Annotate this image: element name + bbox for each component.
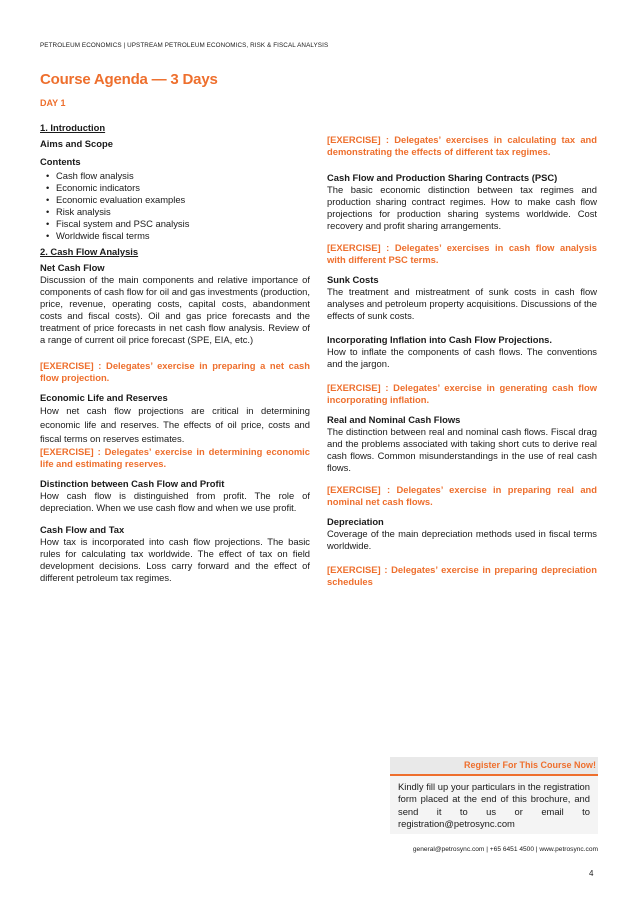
list-item: • Fiscal system and PSC analysis — [56, 218, 310, 230]
register-label[interactable]: Register For This Course Now! — [463, 760, 596, 770]
section-introduction-title: 1. Introduction — [40, 122, 106, 133]
contents-list — [40, 170, 310, 242]
psc-heading: Cash Flow and Production Sharing Contracts (PSC) — [327, 172, 558, 183]
net-cash-flow-body: Discussion of the main components and relative importance of components of cash flow for oil and gas investments (production, price, revenue, operating costs, capital costs, abandonment costs and fiscal costs). Oil and gas price forecasts and the treatment of price forecasts in net cash flow analysis. Review of a range of current oil price forecast (SPE, EIA, etc.) — [40, 274, 310, 345]
real-nominal-heading: Real and Nominal Cash Flows — [327, 414, 461, 425]
footer-contact: general@petrosync.com | +65 6451 4500 | www.petrosync.com — [412, 846, 598, 853]
aims-heading: Aims and Scope — [40, 138, 113, 149]
contents-heading: Contents — [40, 156, 81, 167]
economic-life-heading: Economic Life and Reserves — [40, 392, 168, 403]
list-item: • Economic evaluation examples — [56, 194, 310, 206]
list-item: • Risk analysis — [56, 206, 310, 218]
exercise-tax-regimes: [EXERCISE] : Delegates’ exercises in calculating tax and demonstrating the effects of different tax regimes. — [327, 134, 597, 157]
depreciation-heading: Depreciation — [327, 516, 384, 527]
net-cash-flow-heading: Net Cash Flow — [40, 262, 105, 273]
page-number: 4 — [589, 869, 594, 878]
list-item: • Cash flow analysis — [56, 170, 310, 182]
cash-flow-tax-heading: Cash Flow and Tax — [40, 524, 125, 535]
exercise-inflation: [EXERCISE] : Delegates’ exercise in generating cash flow incorporating inflation. — [327, 382, 597, 405]
cash-flow-profit-body: How cash flow is distinguished from profit. The role of depreciation. When we use cash flow and when we use profit. — [40, 490, 310, 513]
register-info-box — [390, 776, 598, 834]
economic-life-body: How net cash flow projections are critical in determining economic life and reserves. The effects of oil price, costs and fiscal terms on reserves estimates. — [40, 405, 310, 444]
exercise-depreciation: [EXERCISE] : Delegates’ exercise in preparing depreciation schedules — [327, 564, 597, 587]
inflation-heading: Incorporating Inflation into Cash Flow Projections. — [327, 334, 553, 345]
register-body: Kindly fill up your particulars in the registration form placed at the end of this brochure, and send it to us or email to registration@petrosync.com — [398, 781, 590, 829]
page-title: Course Agenda — 3 Days — [40, 71, 218, 88]
exercise-real-nominal: [EXERCISE] : Delegates’ exercise in preparing real and nominal net cash flows. — [327, 484, 597, 507]
list-item: • Worldwide fiscal terms — [56, 230, 310, 242]
right-column — [327, 134, 597, 588]
list-item: • Economic indicators — [56, 182, 310, 194]
exercise-net-cash-flow: [EXERCISE] : Delegates’ exercise in preparing a net cash flow projection. — [40, 360, 310, 383]
sunk-costs-body: The treatment and mistreatment of sunk costs in cash flow analyses and petroleum property acquisitions. Discussions of the effects of sunk costs. — [327, 286, 597, 321]
sunk-costs-heading: Sunk Costs — [327, 274, 379, 285]
exercise-psc: [EXERCISE] : Delegates’ exercises in cash flow analysis with different PSC terms. — [327, 242, 597, 265]
left-column — [40, 122, 310, 584]
depreciation-body: Coverage of the main depreciation methods used in fiscal terms worldwide. — [327, 528, 597, 551]
exercise-economic-life: [EXERCISE] : Delegates’ exercise in determining economic life and estimating reserves. — [40, 446, 310, 469]
day-label: DAY 1 — [40, 98, 66, 108]
running-header: PETROLEUM ECONOMICS | UPSTREAM PETROLEUM ECONOMICS, RISK & FISCAL ANALYSIS — [40, 42, 329, 49]
inflation-body: How to inflate the components of cash flows. The conventions and the jargon. — [327, 346, 597, 369]
cash-flow-tax-body: How tax is incorporated into cash flow projections. The basic rules for calculating tax worldwide. The effect of tax on field development decisions. Loss carry forward and the effect of different petroleum tax regimes. — [40, 536, 310, 583]
psc-body: The basic economic distinction between tax regimes and production sharing contract regimes. How to make cash flow projections for production sharing systems worldwide. Cost recovery and profit sharing arrangements. — [327, 184, 597, 231]
register-banner[interactable] — [390, 757, 598, 776]
cash-flow-profit-heading: Distinction between Cash Flow and Profit — [40, 478, 225, 489]
real-nominal-body: The distinction between real and nominal cash flows. Fiscal drag and the problems associated with taking short cuts to derive real cash flows. Common misunderstandings in the use of real cash flows. — [327, 426, 597, 473]
section-cash-flow-title: 2. Cash Flow Analysis — [40, 246, 139, 257]
